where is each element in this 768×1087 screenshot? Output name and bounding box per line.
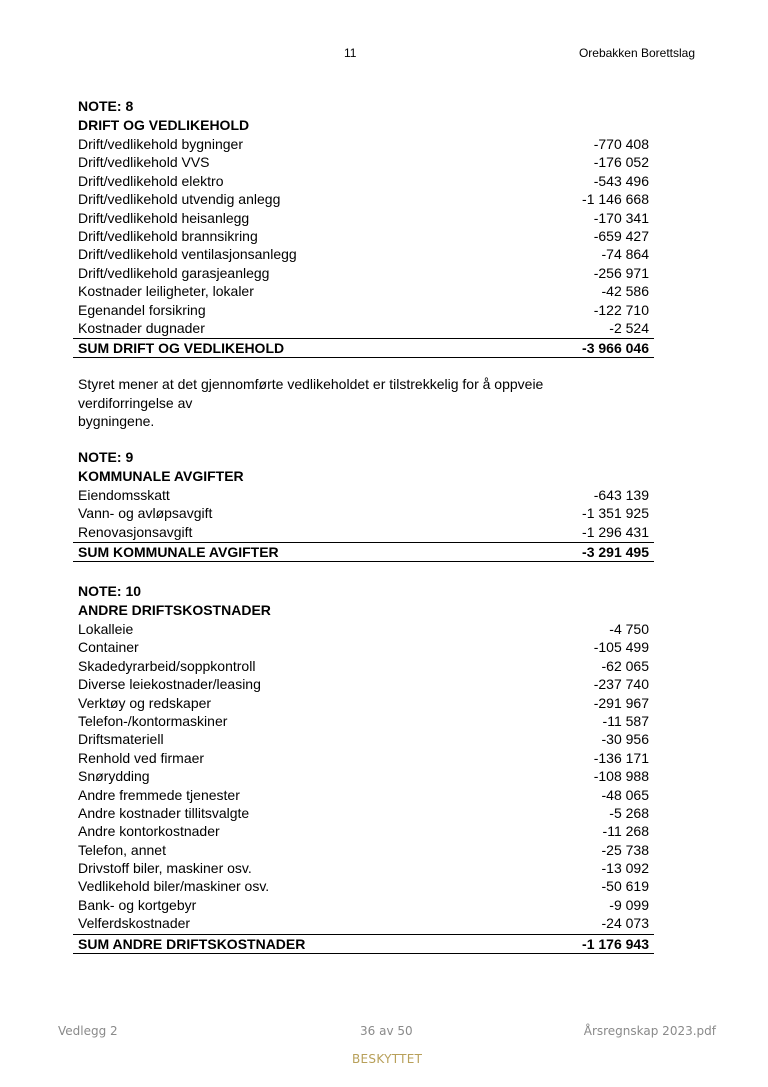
row-label: Telefon, annet xyxy=(78,841,166,858)
row-value: -11 268 xyxy=(602,823,649,840)
row-value: -2 524 xyxy=(609,319,649,336)
table-row xyxy=(73,877,654,895)
page-number: 11 xyxy=(344,46,357,60)
table-row xyxy=(73,841,654,859)
table-row xyxy=(73,282,654,300)
table-row xyxy=(73,804,654,822)
note-9-rows xyxy=(73,486,654,541)
row-value: -543 496 xyxy=(593,172,649,189)
table-row xyxy=(73,786,654,804)
row-label: Drift/vedlikehold elektro xyxy=(78,172,224,189)
note-10-title: ANDRE DRIFTSKOSTNADER xyxy=(78,602,271,618)
footer-filename: Årsregnskap 2023.pdf xyxy=(583,1024,716,1038)
row-label: Andre fremmede tjenester xyxy=(78,786,240,803)
row-label: Andre kostnader tillitsvalgte xyxy=(78,804,250,821)
note-10-heading: NOTE: 10 xyxy=(78,583,142,599)
row-value: -122 710 xyxy=(593,301,649,318)
table-row xyxy=(73,638,654,656)
note-8-sum-value: -3 966 046 xyxy=(582,340,649,357)
row-label: Velferdskostnader xyxy=(78,915,191,932)
row-value: -108 988 xyxy=(593,768,649,785)
note-8-heading: NOTE: 8 xyxy=(78,98,134,114)
table-row xyxy=(73,227,654,245)
table-row xyxy=(73,209,654,227)
note-10-rows xyxy=(73,620,654,933)
row-value: -105 499 xyxy=(593,639,649,656)
row-label: Andre kontorkostnader xyxy=(78,823,220,840)
table-row xyxy=(73,914,654,932)
row-label: Drift/vedlikehold bygninger xyxy=(78,136,243,152)
row-label: Eiendomsskatt xyxy=(78,487,170,503)
table-row xyxy=(73,486,654,504)
note-9-sum-row xyxy=(73,542,654,562)
table-row xyxy=(73,135,654,153)
note-9-section xyxy=(73,448,654,562)
row-value: -1 146 668 xyxy=(582,191,649,208)
row-value: -11 587 xyxy=(602,712,649,729)
table-row xyxy=(73,859,654,877)
row-label: Driftsmateriell xyxy=(78,731,164,748)
row-value: -48 065 xyxy=(601,786,649,803)
table-row xyxy=(73,190,654,208)
note-9-heading: NOTE: 9 xyxy=(78,449,134,465)
row-value: -291 967 xyxy=(593,694,649,711)
note-8-title: DRIFT OG VEDLIKEHOLD xyxy=(78,117,250,133)
row-label: Drivstoff biler, maskiner osv. xyxy=(78,860,252,877)
table-row xyxy=(73,767,654,785)
row-label: Verktøy og redskaper xyxy=(78,694,212,711)
table-row xyxy=(73,749,654,767)
row-value: -170 341 xyxy=(593,209,649,226)
row-label: Skadedyrarbeid/soppkontroll xyxy=(78,657,256,674)
paragraph-line: verdiforringelse av xyxy=(78,394,193,411)
row-label: Lokalleie xyxy=(78,621,134,637)
row-label: Telefon-/kontormaskiner xyxy=(78,712,228,729)
table-row xyxy=(73,153,654,171)
note-10-sum-value: -1 176 943 xyxy=(582,935,649,952)
table-row xyxy=(73,896,654,914)
row-value: -770 408 xyxy=(593,136,649,152)
row-label: Container xyxy=(78,639,139,656)
row-label: Kostnader leiligheter, lokaler xyxy=(78,283,254,300)
note-8-section xyxy=(73,97,654,358)
row-label: Bank- og kortgebyr xyxy=(78,896,197,913)
table-row xyxy=(73,301,654,319)
row-label: Drift/vedlikehold garasjeanlegg xyxy=(78,264,270,281)
note-8-sum-label: SUM DRIFT OG VEDLIKEHOLD xyxy=(78,340,285,357)
footer-attachment: Vedlegg 2 xyxy=(58,1024,118,1038)
table-row xyxy=(73,657,654,675)
row-value: -74 864 xyxy=(601,246,649,263)
table-row xyxy=(73,694,654,712)
row-value: -25 738 xyxy=(601,841,649,858)
row-label: Drift/vedlikehold brannsikring xyxy=(78,227,258,244)
paragraph-line: Styret mener at det gjennomførte vedlikeholdet er tilstrekkelig for å oppveie xyxy=(78,376,544,392)
row-label: Drift/vedlikehold VVS xyxy=(78,154,210,171)
note-10-sum-label: SUM ANDRE DRIFTSKOSTNADER xyxy=(78,935,306,952)
row-value: -659 427 xyxy=(593,227,649,244)
paragraph-line: bygningene. xyxy=(78,413,155,429)
footer-page-count: 36 av 50 xyxy=(360,1024,413,1038)
note-10-sum-row xyxy=(73,934,654,954)
row-label: Drift/vedlikehold heisanlegg xyxy=(78,209,250,226)
table-row xyxy=(73,822,654,840)
note-9-sum-value: -3 291 495 xyxy=(582,544,649,561)
organization-name: Orebakken Borettslag xyxy=(578,46,695,60)
row-value: -13 092 xyxy=(601,860,649,877)
row-label: Drift/vedlikehold ventilasjonsanlegg xyxy=(78,246,297,263)
row-value: -256 971 xyxy=(593,264,649,281)
table-row xyxy=(73,712,654,730)
row-label: Renhold ved firmaer xyxy=(78,749,205,766)
row-value: -176 052 xyxy=(593,154,649,171)
row-value: -1 296 431 xyxy=(582,523,649,540)
row-label: Egenandel forsikring xyxy=(78,301,206,318)
table-row xyxy=(73,620,654,638)
table-row xyxy=(73,730,654,748)
table-row xyxy=(73,245,654,263)
row-value: -237 740 xyxy=(593,676,649,693)
row-label: Kostnader dugnader xyxy=(78,319,205,336)
protected-label: BESKYTTET xyxy=(352,1052,423,1066)
table-row xyxy=(73,675,654,693)
table-row xyxy=(73,264,654,282)
row-label: Vann- og avløpsavgift xyxy=(78,505,213,522)
row-value: -62 065 xyxy=(601,657,649,674)
row-label: Drift/vedlikehold utvendig anlegg xyxy=(78,191,281,208)
table-row xyxy=(73,504,654,522)
row-value: -643 139 xyxy=(593,487,649,503)
note-8-sum-row xyxy=(73,338,654,358)
row-label: Diverse leiekostnader/leasing xyxy=(78,676,261,693)
row-value: -24 073 xyxy=(601,915,649,932)
row-value: -136 171 xyxy=(593,749,649,766)
table-row xyxy=(73,319,654,337)
row-value: -4 750 xyxy=(609,621,649,637)
table-row xyxy=(73,172,654,190)
row-value: -30 956 xyxy=(601,731,649,748)
note-9-sum-label: SUM KOMMUNALE AVGIFTER xyxy=(78,544,279,561)
row-label: Vedlikehold biler/maskiner osv. xyxy=(78,878,270,895)
row-value: -50 619 xyxy=(601,878,649,895)
note-8-rows xyxy=(73,135,654,337)
row-value: -1 351 925 xyxy=(582,505,649,522)
note-10-section xyxy=(73,582,654,954)
row-label: Renovasjonsavgift xyxy=(78,523,193,540)
row-value: -42 586 xyxy=(601,283,649,300)
row-value: -9 099 xyxy=(609,896,649,913)
table-row xyxy=(73,523,654,541)
row-value: -5 268 xyxy=(609,804,649,821)
note-9-title: KOMMUNALE AVGIFTER xyxy=(78,468,244,484)
note-8-paragraph xyxy=(78,375,578,431)
row-label: Snørydding xyxy=(78,768,150,785)
